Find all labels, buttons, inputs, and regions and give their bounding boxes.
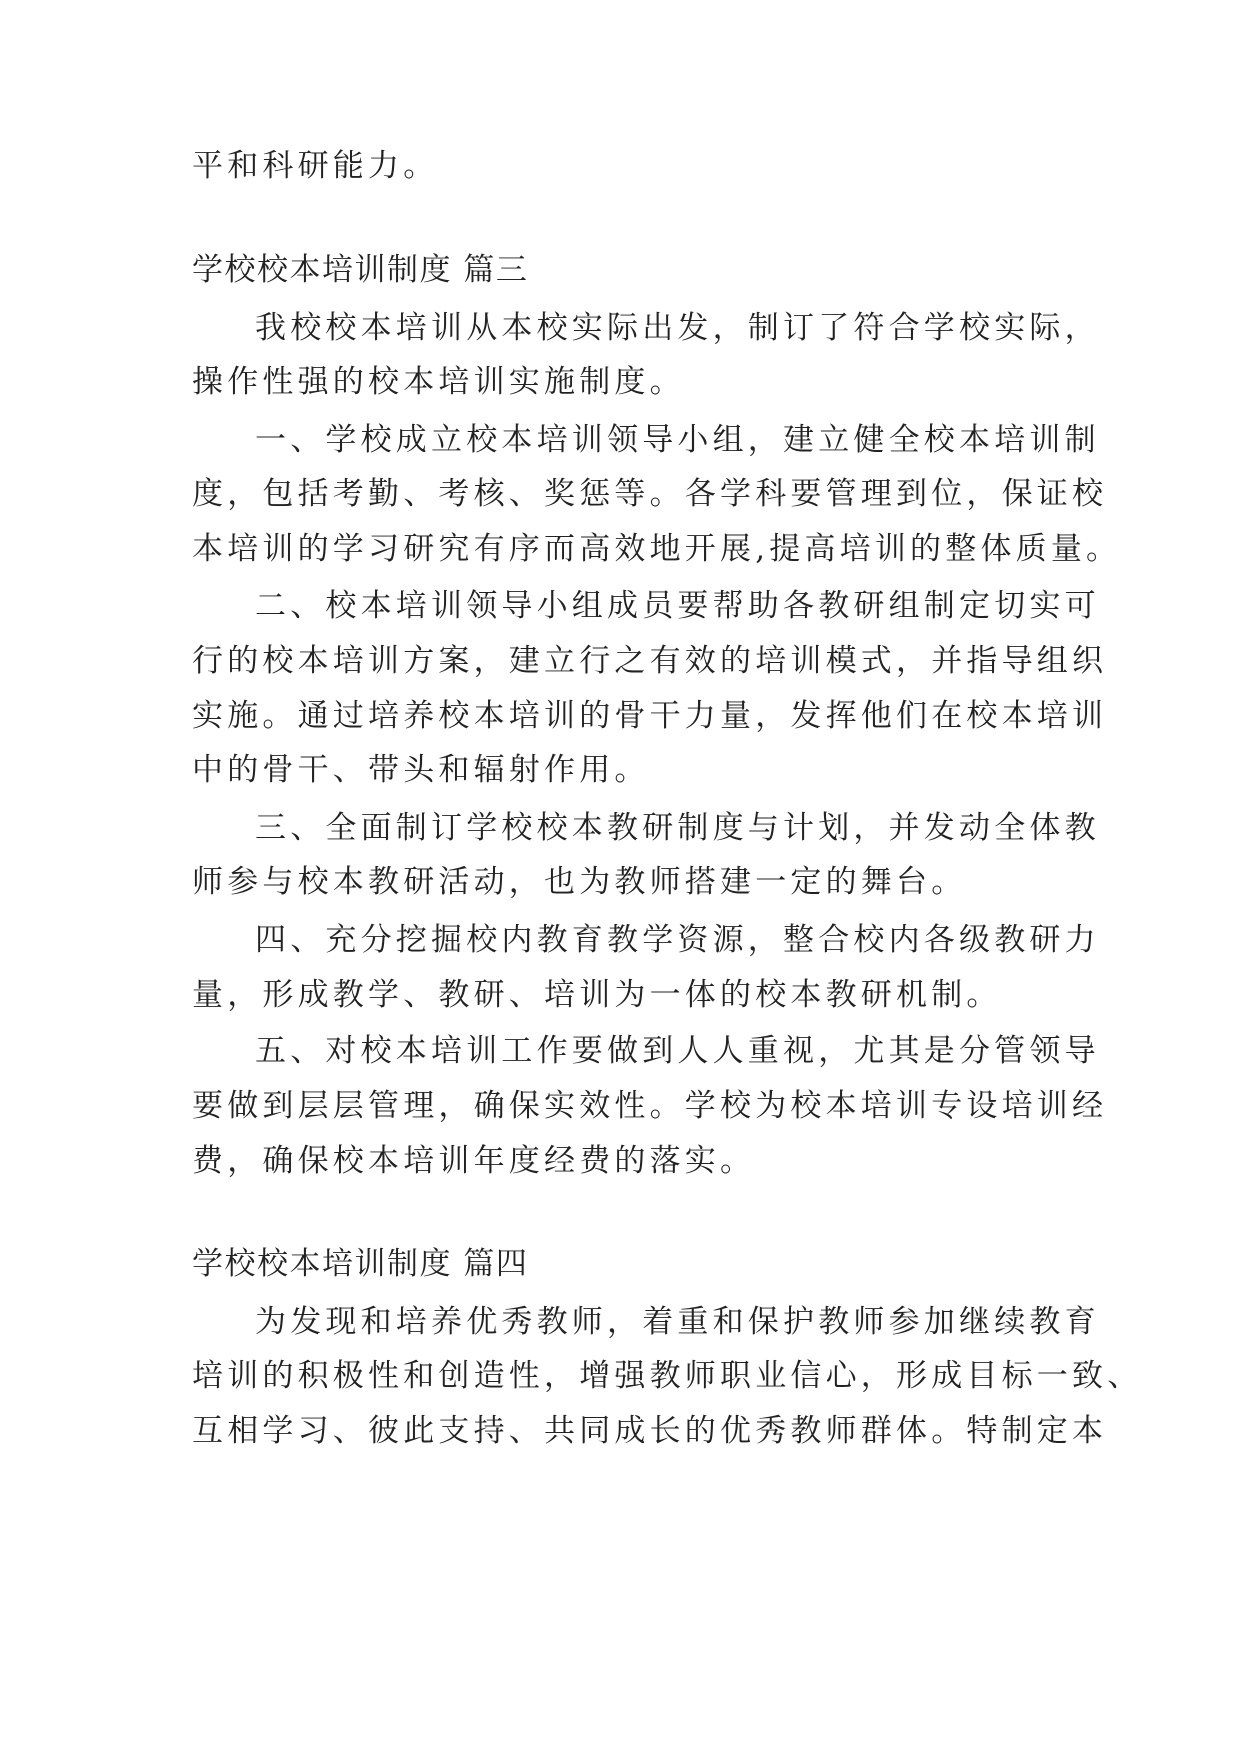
section3-item1-line1: 一、学校成立校本培训领导小组，建立健全校本培训制	[255, 422, 1100, 458]
section3-item2-line3: 实施。通过培养校本培训的骨干力量，发挥他们在校本培训	[192, 698, 1108, 734]
section3-item2-line4: 中的骨干、带头和辐射作用。	[192, 752, 650, 788]
section3-heading: 学校校本培训制度 篇三	[192, 252, 529, 288]
section3-item1-line3: 本培训的学习研究有序而高效地开展,提高培训的整体质量。	[192, 531, 1122, 567]
section3-item5-line2: 要做到层层管理，确保实效性。学校为校本培训专设培训经	[192, 1088, 1108, 1124]
section4-intro-line3: 互相学习、彼此支持、共同成长的优秀教师群体。特制定本	[192, 1413, 1108, 1449]
section3-item4-line1: 四、充分挖掘校内教育教学资源，整合校内各级教研力	[255, 922, 1100, 958]
section3-item2-line2: 行的校本培训方案，建立行之有效的培训模式，并指导组织	[192, 643, 1108, 679]
section3-intro-line1: 我校校本培训从本校实际出发，制订了符合学校实际，	[255, 310, 1100, 346]
section3-item3-line1: 三、全面制订学校校本教研制度与计划，并发动全体教	[255, 810, 1100, 846]
section3-item5-line3: 费，确保校本培训年度经费的落实。	[192, 1143, 756, 1179]
section4-heading: 学校校本培训制度 篇四	[192, 1246, 529, 1282]
section3-item4-line2: 量，形成教学、教研、培训为一体的校本教研机制。	[192, 977, 1002, 1013]
continuation-line: 平和科研能力。	[192, 148, 439, 184]
section3-intro-line2: 操作性强的校本培训实施制度。	[192, 364, 685, 400]
section3-item5-line1: 五、对校本培训工作要做到人人重视，尤其是分管领导	[255, 1033, 1100, 1069]
section4-intro-line1: 为发现和培养优秀教师，着重和保护教师参加继续教育	[255, 1304, 1100, 1340]
section3-item1-line2: 度，包括考勤、考核、奖惩等。各学科要管理到位，保证校	[192, 476, 1108, 512]
section3-item2-line1: 二、校本培训领导小组成员要帮助各教研组制定切实可	[255, 588, 1100, 624]
section3-item3-line2: 师参与校本教研活动，也为教师搭建一定的舞台。	[192, 864, 967, 900]
section4-intro-line2: 培训的积极性和创造性，增强教师职业信心，形成目标一致、	[192, 1358, 1143, 1394]
